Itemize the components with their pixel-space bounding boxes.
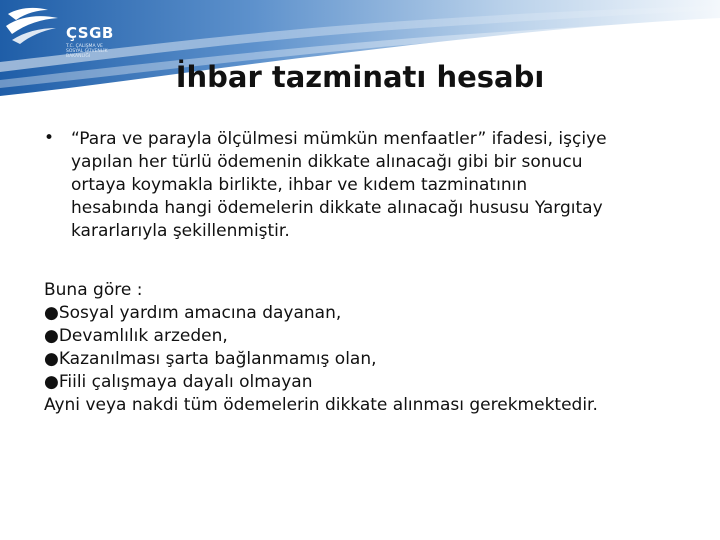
logo-acronym: ÇSGB — [66, 24, 114, 42]
slide-title: İhbar tazminatı hesabı — [175, 60, 545, 94]
list-item: ●Kazanılması şarta bağlanmamış olan, — [44, 349, 377, 369]
list-item: ●Sosyal yardım amacına dayanan, — [44, 303, 342, 323]
bullet-text — [71, 128, 607, 243]
bullet-line: kararlarıyla şekillenmiştir. — [71, 221, 290, 241]
ministry-name-line: BAKANLIĞI — [66, 54, 91, 59]
ministry-name-line: SOSYAL GÜVENLİK — [66, 49, 108, 54]
list-conclusion: Ayni veya nakdi tüm ödemelerin dikkate alınması gerekmektedir. — [44, 395, 598, 415]
bullet-line: ortaya koymakla birlikte, ihbar ve kıdem tazminatının — [71, 175, 528, 195]
bullet-line: hesabında hangi ödemelerin dikkate alınacağı hususu Yargıtay — [71, 198, 603, 218]
list-item: ●Devamlılık arzeden, — [44, 326, 228, 346]
list-intro: Buna göre : — [44, 280, 143, 300]
csgb-logo-icon — [2, 4, 64, 46]
bullet-line: “Para ve parayla ölçülmesi mümkün menfaatler” ifadesi, işçiye — [71, 129, 607, 149]
list-item: ●Fiili çalışmaya dayalı olmayan — [44, 372, 313, 392]
criteria-list — [44, 279, 598, 417]
ministry-name-line: T.C. ÇALIŞMA VE — [66, 44, 103, 49]
bullet-line: yapılan her türlü ödemenin dikkate alınacağı gibi bir sonucu — [71, 152, 583, 172]
bullet-marker: • — [44, 128, 55, 148]
